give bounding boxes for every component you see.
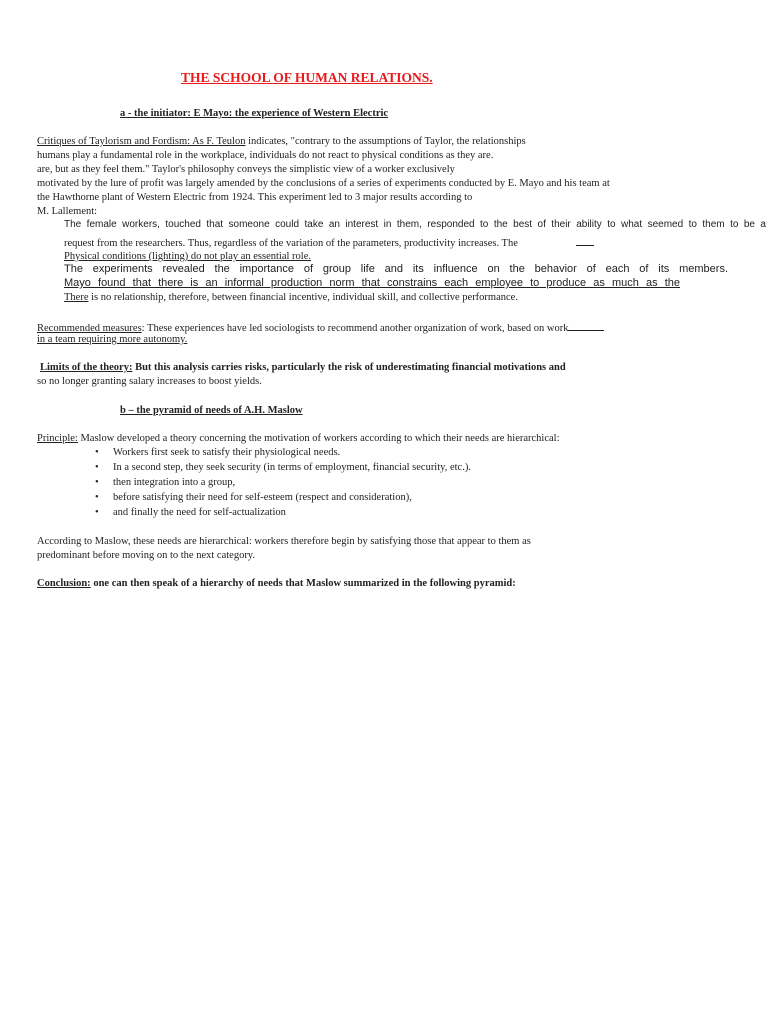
list-item [95, 491, 471, 506]
recommended-line-2 [37, 333, 219, 347]
intro-label: Critiques of Taylorism and Fordism: As F. Teulon [37, 136, 246, 147]
limits-label: Limits of the theory: [40, 362, 133, 373]
recommended-label: Recommended measures [37, 323, 142, 334]
needs-list [95, 446, 471, 521]
recommended-underline [568, 319, 604, 331]
section-b-heading [120, 404, 317, 418]
list-item-text: and finally the need for self-actualization [113, 507, 286, 518]
list-item [95, 461, 471, 476]
result-line-1: The female workers, touched that someone could take an interest in them, responded to the best of their ability to what seemed to them to be a [64, 219, 766, 230]
intro-text-1: indicates, "contrary to the assumptions of Taylor, the relationships [245, 136, 526, 147]
conclusion-label: Conclusion: [37, 578, 91, 589]
result-line-2-text: request from the researchers. Thus, regardless of the variation of the parameters, productivity increases. The [64, 238, 518, 249]
list-item [95, 476, 471, 491]
principle-line [37, 432, 560, 446]
result-line-6-label: There [64, 292, 89, 303]
bullet-icon: • [95, 507, 99, 518]
recommended-line-2-text: in a team requiring more autonomy. [37, 334, 188, 345]
result-line-4: The experiments revealed the importance of group life and its influence on the behavior of each of its members. [64, 263, 728, 275]
bullet-icon: • [95, 477, 99, 488]
section-a-heading: a - the initiator: E Mayo: the experience of Western Electric [120, 108, 389, 119]
result-line-3-text: Physical conditions (lighting) do not play an essential role. [64, 251, 312, 262]
fill-blank [576, 234, 594, 246]
conclusion-text: one can then speak of a hierarchy of needs that Maslow summarized in the following pyramid: [90, 578, 516, 589]
principle-label: Principle: [37, 433, 78, 444]
intro-line-3: are, but as they feel them." Taylor's philosophy conveys the simplistic view of a worker exclusively [37, 164, 455, 175]
principle-text: Maslow developed a theory concerning the motivation of workers according to which their needs are hierarchical: [77, 433, 560, 444]
page-title [181, 70, 433, 86]
list-item-text: In a second step, they seek security (in terms of employment, financial security, etc.). [113, 462, 471, 473]
bullet-icon: • [95, 447, 99, 458]
intro-line-5: the Hawthorne plant of Western Electric from 1924. This experiment led to 3 major results according to [37, 192, 473, 203]
recommended-text: : These experiences have led sociologists to recommend another organization of work, based on work [141, 323, 569, 334]
list-item-text: Workers first seek to satisfy their physiological needs. [113, 447, 341, 458]
result-line-6 [64, 291, 518, 305]
limits-line-2: so no longer granting salary increases to boost yields. [37, 376, 262, 387]
list-item-text: before satisfying their need for self-esteem (respect and consideration), [113, 492, 412, 503]
page-title-text: THE SCHOOL OF HUMAN RELATIONS. [181, 70, 433, 85]
maslow-line-1: According to Maslow, these needs are hierarchical: workers therefore begin by satisfying those that appear to them as [37, 536, 531, 547]
section-b-heading-text: b – the pyramid of needs of A.H. Maslow [120, 405, 303, 416]
intro-line-2: humans play a fundamental role in the workplace, individuals do not react to physical conditions as they are. [37, 150, 494, 161]
bullet-icon: • [95, 492, 99, 503]
limits-line-1 [40, 361, 566, 375]
list-item-text: then integration into a group, [113, 477, 236, 488]
underline-tail [311, 248, 363, 259]
list-item [95, 446, 471, 461]
conclusion-line [37, 577, 516, 591]
bullet-icon: • [95, 462, 99, 473]
limits-text: But this analysis carries risks, particularly the risk of underestimating financial motivations and [132, 362, 566, 373]
list-item [95, 506, 471, 521]
result-line-6-text: is no relationship, therefore, between financial incentive, individual skill, and collective performance. [88, 292, 518, 303]
result-line-5: Mayo found that there is an informal production norm that constrains each employee to produce as much as the [64, 277, 680, 289]
maslow-line-2: predominant before moving on to the next category. [37, 550, 256, 561]
intro-line-1 [37, 135, 526, 149]
intro-line-4: motivated by the lure of profit was largely amended by the conclusions of a series of experiments conducted by E. Mayo and his team at [37, 178, 610, 189]
intro-line-6: M. Lallement: [37, 206, 98, 217]
